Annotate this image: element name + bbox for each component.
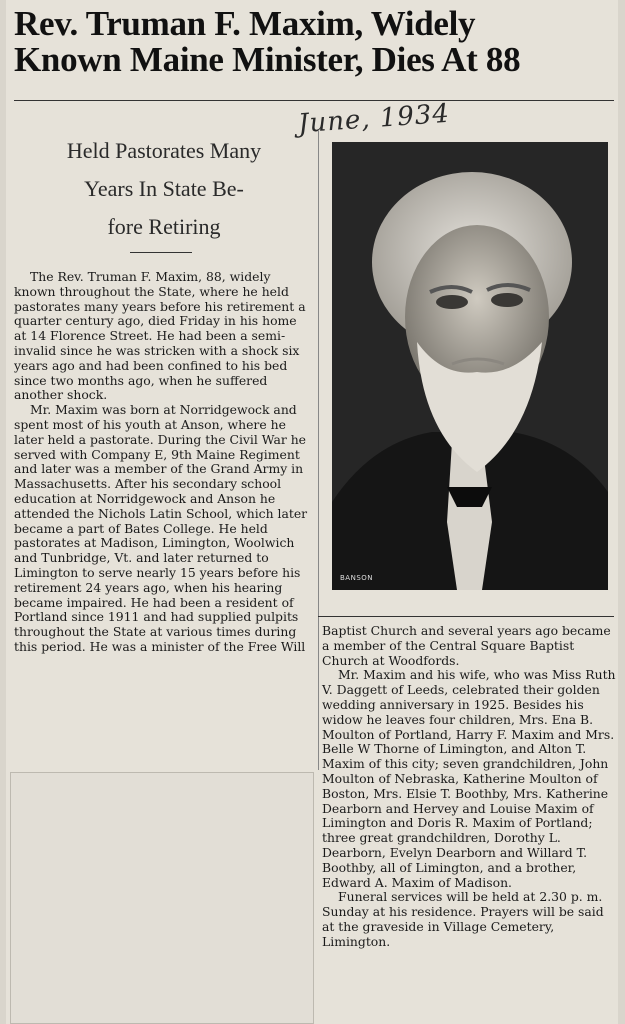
portrait-image [332,142,608,590]
paragraph-3: Baptist Church and several years ago became a member of the Central Square Baptist Church at Woodfords. [322,623,611,668]
subheadline [14,132,314,246]
headline-rule [14,100,614,101]
column-divider [318,130,319,770]
handwritten-date: June, 1934 [297,98,451,140]
subhead-line-2: Years In State Be- [84,176,244,201]
paragraph-5: Funeral services will be held at 2.30 p. m. Sunday at his residence. Prayers will be said at the graveside in Village Cemetery, Limington. [322,889,604,949]
headline-line-1: Rev. Truman F. Maxim, Widely [14,4,476,43]
subhead-line-3: fore Retiring [107,214,221,239]
blank-paper-area [10,772,314,1024]
headline-line-2: Known Maine Minister, Dies At 88 [14,40,521,79]
paragraph-1: The Rev. Truman F. Maxim, 88, widely known throughout the State, where he held pastorates many years before his retirement a quarter century ago, died Friday in his home at 14 Florence Street. He had been a semi-invalid since he was stricken with a shock six years ago and had been confined to his bed since two months ago, when he suffered another shock. [14,269,306,403]
headline [14,6,614,78]
paragraph-4: Mr. Maxim and his wife, who was Miss Ruth V. Daggett of Leeds, celebrated their golden wedding anniversary in 1925. Besides his widow he leaves four children, Mrs. Ena B. Moulton of Portland, Harry F. Maxim and Mrs. Belle W Thorne of Limington, and Alton T. Maxim of this city; seven grandchildren, John Moulton of Nebraska, Katherine Moulton of Boston, Mrs. Elsie T. Boothby, Mrs. Katherine Dearborn and Hervey and Louise Maxim of Limington and Doris R. Maxim of Portland; three great grandchildren, Dorothy L. Dearborn, Evelyn Dearborn and Willard T. Boothby, all of Limington, and a brother, Edward A. Maxim of Madison. [322,667,616,890]
paragraph-2: Mr. Maxim was born at Norridgewock and spent most of his youth at Anson, where he later held a pastorate. During the Civil War he served with Company E, 9th Maine Regiment and later was a member of the Grand Army in Massachusetts. After his secondary school education at Norridgewock and Anson he attended the Nichols Latin School, which later became a part of Bates College. He held pastorates at Madison, Limington, Woolwich and Tunbridge, Vt. and later returned to Limington to serve nearly 15 years before his retirement 24 years ago, when his hearing became impaired. He had been a resident of Portland since 1911 and had supplied pulpits throughout the State at various times during this period. He was a minister of the Free Will [14,402,308,654]
photo-credit: BANSON [340,574,374,582]
photo-bottom-rule [318,616,614,617]
subhead-divider [130,252,192,253]
portrait-photo [332,142,608,590]
subhead-line-1: Held Pastorates Many [66,138,262,163]
article-left-column [14,270,310,655]
article-right-column [322,624,616,950]
